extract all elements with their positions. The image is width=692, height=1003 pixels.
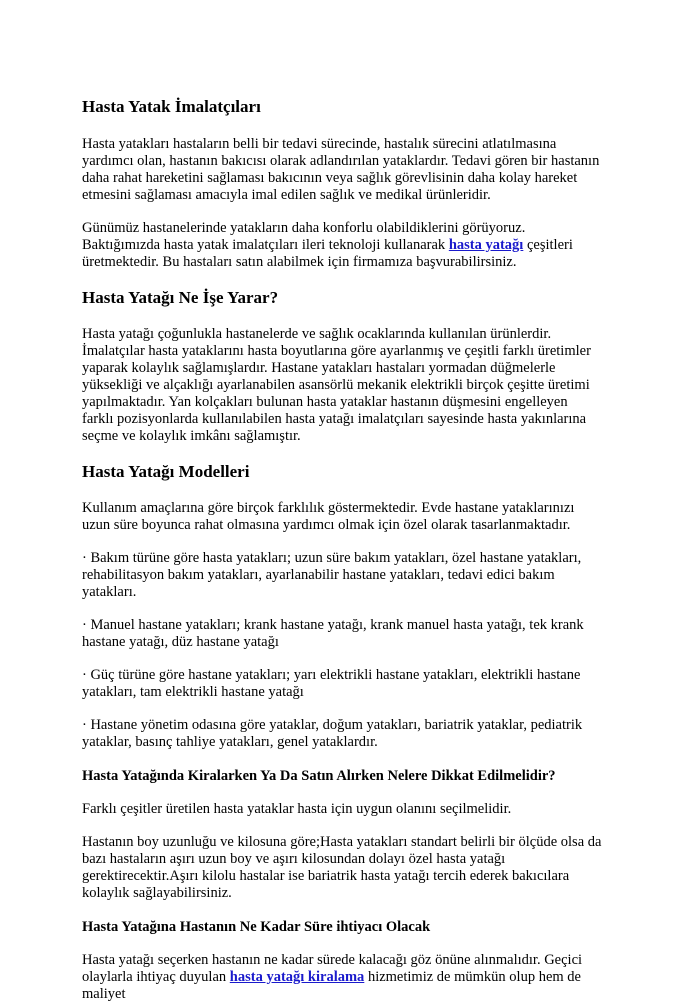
section-title-sure: Hasta Yatağına Hastanın Ne Kadar Süre ihtiyacı Olacak (82, 919, 431, 935)
paragraph: Farklı çeşitler üretilen hasta yataklar hasta için uygun olanını seçilmelidir. (82, 801, 512, 817)
list-item: · Hastane yönetim odasına göre yataklar, doğum yatakları, bariatrik yataklar, pediatrik yataklar, basınç tahliye yatakları, genel yataklardır. (82, 717, 583, 750)
section-title-imalatcilar: Hasta Yatak İmalatçıları (82, 97, 261, 116)
section-title-ne-ise-yarar: Hasta Yatağı Ne İşe Yarar? (82, 288, 279, 307)
paragraph: Hasta yatakları hastaların belli bir tedavi sürecinde, hastalık sürecini atlatılmasına yardımcı olan, hastanın bakıcısı olarak adlandırılan yataklardır. Tedavi gören bir hastanın daha rahat hareketini sağlaması bakıcının veya sağlık görevlisinin daha kolay hareket etmesini sağlaması amacıyla imal edilen sağlık ve medikal ürünleridir. (82, 136, 600, 203)
list-item: · Güç türüne göre hastane yatakları; yarı elektrikli hastane yatakları, elektrikli hastane yatakları, tam elektrikli hastane yatağı (82, 667, 581, 700)
text-span: Günümüz hastanelerinde yatakların daha konforlu olabildiklerini görüyoruz. Baktığımızda hasta yatak imalatçıları ileri teknoloji kullanarak (82, 220, 526, 253)
document-content (82, 97, 602, 1003)
list-item: · Manuel hastane yatakları; krank hastane yatağı, krank manuel hasta yatağı, tek krank hastane yatağı, düz hastane yatağı (82, 617, 584, 650)
section-title-modeller: Hasta Yatağı Modelleri (82, 462, 250, 481)
list-item: · Bakım türüne göre hasta yatakları; uzun süre bakım yatakları, özel hastane yatakları, rehabilitasyon bakım yatakları, ayarlanabilir hastane yatakları, tedavi edici bakım yatakları. (82, 550, 582, 600)
paragraph: Hasta yatağı çoğunlukla hastanelerde ve sağlık ocaklarında kullanılan ürünlerdir. İmalatçılar hasta yataklarını hasta boyutlarına göre ayarlanmış ve çeşitli farklı üretimler yaparak kolaylık sağlamışlardır. Hastane yatakları hastaları yormadan düğmelerle yüksekliği ve alçaklığı ayarlanabilen asansörlü mekanik elektrikli birçok çeşitte üretimi yapılmaktadır. Yan kolçakları bulunan hasta yataklar hastanın düşmesini engelleyen farklı pozisyonlarda kullanılabilen hasta yatağı imalatçıları sayesinde hasta yakınlarına seçme ve kolaylık imkânı sağlamıştır. (82, 326, 591, 444)
text-span: hizmetimiz de mümkün olup hem de maliyet (82, 969, 581, 1002)
text-span: çeşitleri üretmektedir. Bu hastaları satın alabilmek için firmamıza başvurabilirsiniz. (82, 237, 573, 270)
hasta-yatagi-kiralama-link[interactable]: hasta yatağı kiralama (229, 969, 365, 985)
paragraph-with-link (82, 220, 602, 271)
paragraph-with-link (82, 952, 602, 1003)
text-span: Hasta yatağı seçerken hastanın ne kadar sürede kalacağı göz önüne alınmalıdır. Geçici olaylarla ihtiyaç duyulan (82, 952, 583, 985)
paragraph: Hastanın boy uzunluğu ve kilosuna göre;Hasta yatakları standart belirli bir ölçüde olsa da bazı hastaların aşırı uzun boy ve aşırı kilosundan dolayı özel hasta yatağı gerektirecektir.Aşırı kilolu hastalar ise bariatrik hasta yatağı tercih ederek bakıcılara kolaylık sağlayabilirsiniz. (82, 834, 602, 901)
section-title-dikkat: Hasta Yatağında Kiralarken Ya Da Satın Alırken Nelere Dikkat Edilmelidir? (82, 768, 556, 784)
paragraph: Kullanım amaçlarına göre birçok farklılık göstermektedir. Evde hastane yataklarınızı uzun süre boyunca rahat olmasına yardımcı olmak için özel olarak tasarlanmaktadır. (82, 500, 575, 533)
hasta-yatagi-link[interactable]: hasta yatağı (448, 237, 524, 253)
